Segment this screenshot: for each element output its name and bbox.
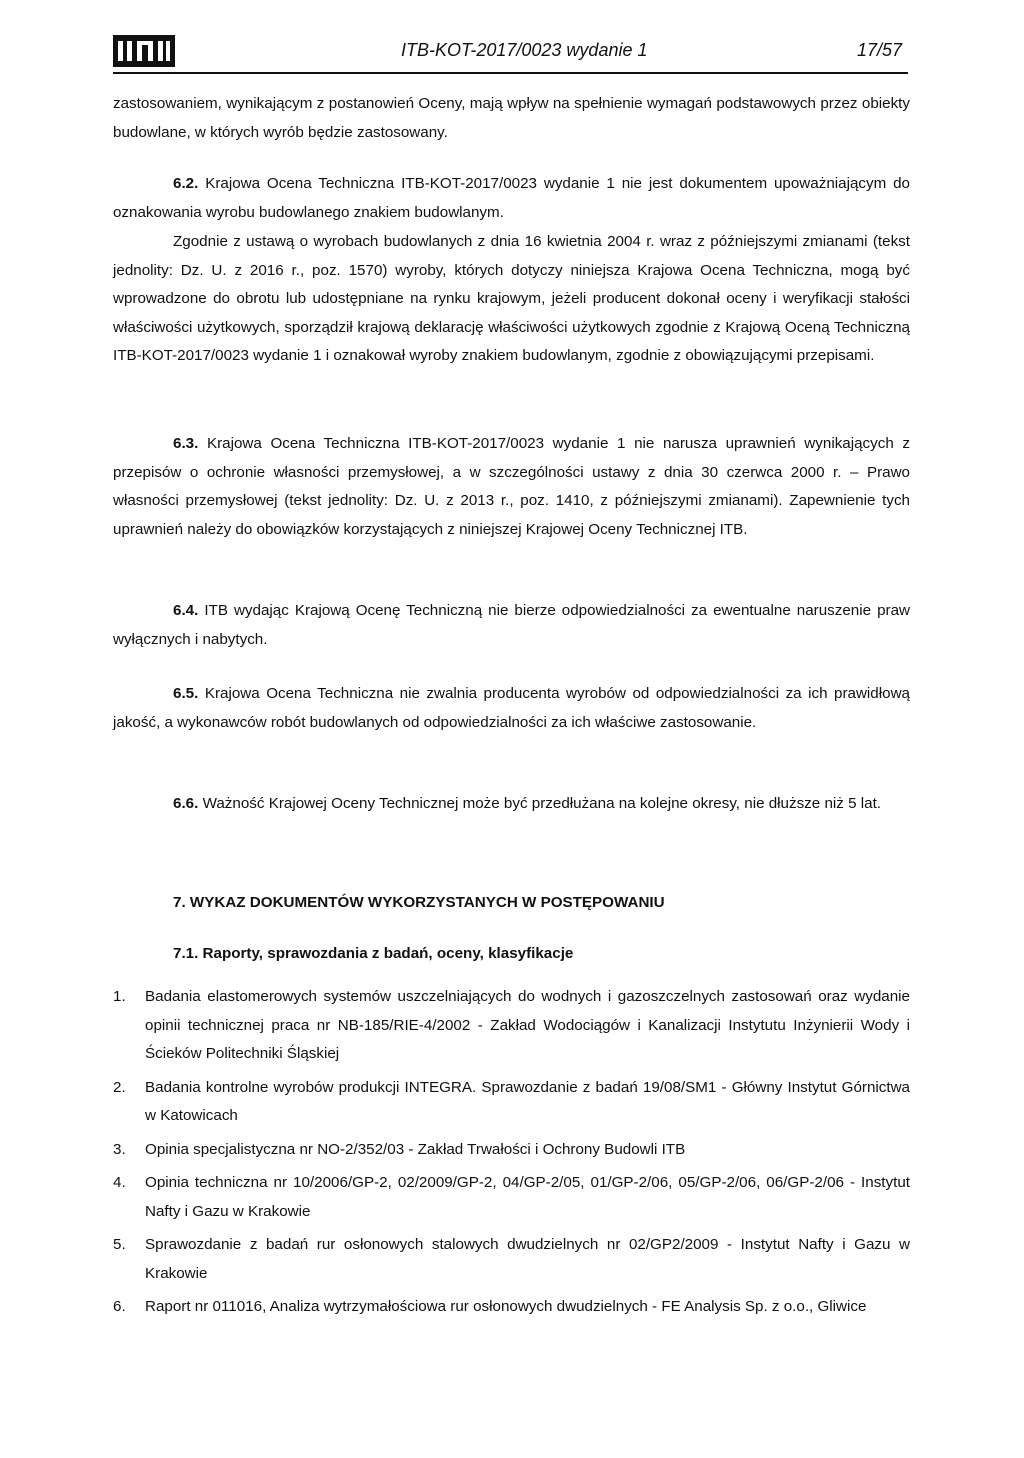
- paragraph-6-4: [113, 597, 910, 654]
- paragraph-6-5: [113, 680, 910, 737]
- paragraph-6-6: [113, 790, 910, 819]
- list-item-number: 3.: [113, 1140, 126, 1158]
- section-number: 6.2.: [173, 175, 199, 192]
- list-item-number: 2.: [113, 1078, 126, 1096]
- paragraph-text: Krajowa Ocena Techniczna ITB-KOT-2017/0023 wydanie 1 nie jest dokumentem upoważniającym do oznakowania wyrobu budowlanego znakiem budowlanym.: [113, 175, 910, 221]
- paragraph-6-3: [113, 430, 910, 544]
- paragraph-text: Krajowa Ocena Techniczna ITB-KOT-2017/0023 wydanie 1 nie narusza uprawnień wynikających z przepisów o ochronie własności przemysłowej, a w szczególności ustawy z dnia 30 czerwca 2000 r. – Prawo własności przemysłowej (tekst jednolity: Dz. U. z 2013 r., poz. 1410, z późniejszymi zmianami). Zapewnienie tych uprawnień należy do obowiązków korzystających z niniejszej Krajowej Oceny Technicznej ITB.: [113, 435, 910, 538]
- section-number: 6.3.: [173, 435, 199, 452]
- list-item-number: 1.: [113, 988, 126, 1005]
- list-item-text: Opinia specjalistyczna nr NO-2/352/03 - Zakład Trwałości i Ochrony Budowli ITB: [145, 1140, 686, 1158]
- section-number: 6.6.: [173, 795, 199, 812]
- paragraph-text: Ważność Krajowej Oceny Technicznej może być przedłużana na kolejne okresy, nie dłuższe niż 5 lat.: [202, 795, 882, 812]
- paragraph-text: Krajowa Ocena Techniczna nie zwalnia producenta wyrobów od odpowiedzialności za ich prawidłową jakość, a wykonawców robót budowlanych od odpowiedzialności za ich właściwe zastosowanie.: [113, 685, 910, 731]
- section-7-heading: 7. WYKAZ DOKUMENTÓW WYKORZYSTANYCH W POSTĘPOWANIU: [173, 894, 665, 911]
- paragraph-6-2-cont: Zgodnie z ustawą o wyrobach budowlanych z dnia 16 kwietnia 2004 r. wraz z późniejszymi zmianami (tekst jednolity: Dz. U. z 2016 r., poz. 1570) wyroby, których dotyczy niniejsza Krajowa Ocena Techniczna, mogą być wprowadzone do obrotu lub udostępniane na rynku krajowym, jeżeli producent dokonał oceny i weryfikacji stałości właściwości użytkowych, sporządził krajową deklarację właściwości użytkowych zgodnie z Krajową Oceną Techniczną ITB-KOT-2017/0023 wydanie 1 i oznakował wyroby znakiem budowlanym, zgodnie z obowiązującymi przepisami.: [113, 233, 910, 364]
- list-item-number: 4.: [113, 1174, 126, 1191]
- list-item-number: 5.: [113, 1236, 126, 1253]
- list-item-text: Badania kontrolne wyrobów produkcji INTEGRA. Sprawozdanie z badań 19/08/SM1 - Główny Instytut Górnictwa w Katowicach: [145, 1078, 910, 1124]
- list-item-text: Opinia techniczna nr 10/2006/GP-2, 02/2009/GP-2, 04/GP-2/05, 01/GP-2/06, 05/GP-2/06, 06/GP-2/06 - Instytut Nafty i Gazu w Krakowie: [145, 1174, 910, 1220]
- page-header: [113, 32, 908, 74]
- list-item: [113, 1074, 910, 1131]
- list-item: [113, 1231, 910, 1288]
- list-item-text: Raport nr 011016, Analiza wytrzymałościowa rur osłonowych dwudzielnych - FE Analysis Sp. z o.o., Gliwice: [145, 1298, 867, 1315]
- reference-list: [113, 983, 910, 1327]
- list-item: [113, 1169, 910, 1226]
- list-item: [113, 1136, 910, 1165]
- list-item-number: 6.: [113, 1298, 126, 1315]
- itb-logo-icon: [113, 35, 175, 67]
- paragraph-intro: zastosowaniem, wynikającym z postanowień Oceny, mają wpływ na spełnienie wymagań podstawowych przez obiekty budowlane, w których wyrób będzie zastosowany.: [113, 95, 910, 141]
- section-7-1-heading: 7.1. Raporty, sprawozdania z badań, oceny, klasyfikacje: [173, 945, 574, 962]
- list-item-text: Badania elastomerowych systemów uszczelniających do wodnych i gazoszczelnych zastosowań oraz wydanie opinii technicznej praca nr NB-185/RIE-4/2002 - Zakład Wodociągów i Kanalizacji Instytutu Inżynierii Wody i Ścieków Politechniki Śląskiej: [145, 988, 910, 1062]
- list-item: [113, 1293, 910, 1322]
- list-item: [113, 983, 910, 1069]
- document-id: ITB-KOT-2017/0023 wydanie 1: [401, 40, 648, 60]
- section-number: 6.4.: [173, 602, 199, 619]
- page-number: 17/57: [856, 40, 902, 60]
- list-item-text: Sprawozdanie z badań rur osłonowych stalowych dwudzielnych nr 02/GP2/2009 - Instytut Nafty i Gazu w Krakowie: [145, 1236, 910, 1282]
- paragraph-text: ITB wydając Krajową Ocenę Techniczną nie bierze odpowiedzialności za ewentualne naruszenie praw wyłącznych i nabytych.: [113, 602, 910, 648]
- paragraph-6-2: [113, 170, 910, 227]
- section-number: 6.5.: [173, 685, 199, 702]
